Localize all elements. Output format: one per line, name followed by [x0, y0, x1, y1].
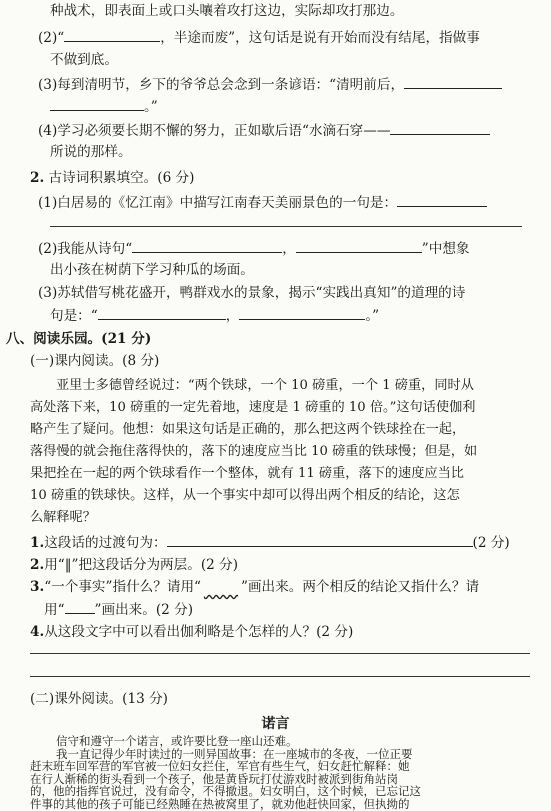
- question-text: 这段话的过渡句为：: [44, 535, 167, 551]
- text: (1)白居易的《忆江南》中描写江南春天美丽景色的一句是：: [38, 195, 398, 211]
- question-number: 2.: [30, 170, 45, 186]
- q1-item-2: [38, 28, 480, 47]
- passage-line: 高处落下来，10 磅重的一定先着地，速度是 1 磅重的 10 倍。”这句话使伽利: [30, 400, 476, 415]
- question-text: 从这段文字中可以看出伽利略是个怎样的人？(2 分): [44, 624, 354, 640]
- passage-line: 略产生了疑问。他想：如果这句话是正确的，那么把这两个铁球拴在一起，: [30, 422, 466, 437]
- question-text: ”画出来。(2 分): [94, 602, 194, 618]
- passage-line: 10 磅重的铁球快。这样，从一个事实中却可以得出两个相反的结论，这怎: [30, 488, 460, 503]
- answer-blank[interactable]: [167, 533, 473, 547]
- q1-item-4-cont: 所说的那样。: [50, 144, 132, 160]
- question-number: 2.: [30, 557, 45, 573]
- story-line: 的，他的指挥官说过，没有命令，不得撤退。妇女明白，这个时候，已忘记这: [30, 784, 421, 798]
- story-line: 我一直记得少年时读过的一则异国故事：在一座城市的冬夜，一位正要: [56, 746, 413, 761]
- question-number: 1.: [30, 535, 45, 551]
- text: (2)“: [38, 30, 65, 46]
- q2-item-3: (3)苏轼借写桃花盛开，鸭群戏水的景象，揭示“实践出真知”的道理的诗: [38, 285, 466, 301]
- text: 句是：“: [50, 308, 98, 324]
- score: (2 分): [472, 535, 510, 551]
- answer-blank[interactable]: [50, 97, 144, 111]
- q2-heading: [30, 169, 194, 187]
- text: (2)我能从诗句“: [38, 241, 133, 257]
- q2-item-1: [38, 193, 487, 212]
- answer-line[interactable]: [30, 676, 530, 677]
- story-title: 诺言: [261, 716, 290, 732]
- reading-question-2: [30, 556, 238, 574]
- part-heading: (二)课外阅读。(13 分): [30, 691, 168, 707]
- part-heading: (一)课内阅读。(8 分): [30, 353, 160, 369]
- answer-blank[interactable]: [397, 193, 487, 207]
- story-line: 信守和遵守一个诺言，或许要比登一座山还难。: [56, 734, 298, 748]
- question-number: 4.: [30, 624, 45, 640]
- question-text: “一个事实”指什么？请用“: [44, 579, 201, 595]
- straight-line-mark: [65, 600, 95, 614]
- text: (4)学习必须要长期不懈的努力，正如歇后语“水滴石穿——: [38, 123, 391, 139]
- passage-line: 果把拴在一起的两个铁球看作一个整体，就有 11 磅重，落下的速度应当比: [30, 466, 464, 481]
- q1-item-4: [38, 121, 490, 140]
- text: 。”: [365, 308, 380, 324]
- reading-question-3-cont: [44, 600, 193, 619]
- reading-question-1: [30, 533, 510, 552]
- text: (3)每到清明节，乡下的爷爷总会念到一条谚语：“清明前后，: [38, 77, 405, 93]
- wavy-line-mark: [201, 578, 241, 596]
- answer-line[interactable]: [50, 226, 522, 227]
- answer-blank[interactable]: [132, 239, 282, 253]
- question-text: 古诗词积累填空。(6 分): [48, 170, 195, 186]
- passage-line: 落得慢的就会拖住落得快的，落下的速度应当比 10 磅重的铁球慢；但是，如: [30, 444, 478, 459]
- section-heading: 八、阅读乐园。(21 分): [6, 331, 152, 347]
- text: ”中想象: [421, 241, 470, 257]
- answer-blank[interactable]: [404, 75, 502, 89]
- question-number: 3.: [30, 579, 45, 595]
- answer-line[interactable]: [30, 653, 530, 654]
- story-line: 赶末班车回军营的军官被一位妇女拦住，军官有些生气，妇女赶忙解释：她: [30, 759, 410, 773]
- q2-item-3-cont: [50, 306, 379, 325]
- answer-blank[interactable]: [296, 239, 422, 253]
- story-line: 件事的其他的孩子可能已经熟睡在热被窝里了，就劝他赶快回家，但执拗的: [30, 796, 410, 811]
- passage-line: 么解释呢？: [30, 510, 96, 525]
- text: ，半途而废”，这句话是说有开始而没有结尾，指做事: [160, 30, 480, 46]
- story-line: 在行人渐稀的街头看到一个孩子，他是黄昏玩打仗游戏时被派到街角站岗: [30, 771, 398, 786]
- text: ，: [225, 308, 240, 324]
- text: 。”: [144, 99, 158, 115]
- question-text: ”画出来。两个相反的结论又指什么？请: [241, 579, 480, 595]
- q2-item-2-cont: 出小孩在树荫下学习种瓜的场面。: [50, 262, 254, 278]
- reading-question-4: [30, 623, 353, 641]
- q1-item-3-cont: [50, 97, 158, 116]
- answer-blank[interactable]: [98, 306, 226, 320]
- question-text: 用“: [44, 602, 65, 618]
- reading-question-3: [30, 578, 479, 596]
- answer-blank[interactable]: [390, 121, 490, 135]
- answer-blank[interactable]: [239, 306, 365, 320]
- text: ，: [282, 241, 296, 257]
- answer-blank[interactable]: [64, 28, 160, 42]
- question-text: 用“‖”把这段话分为两层。(2 分): [44, 557, 239, 573]
- q2-item-2: [38, 239, 470, 258]
- q1-item-3: [38, 75, 502, 94]
- passage-line: 亚里士多德曾经说过：“两个铁球，一个 10 磅重，一个 1 磅重，同时从: [56, 378, 474, 393]
- text-line: 种战术，即表面上或口头嚷着攻打这边，实际却攻打那边。: [50, 3, 404, 19]
- q1-item-2-cont: 不做到底。: [50, 52, 118, 68]
